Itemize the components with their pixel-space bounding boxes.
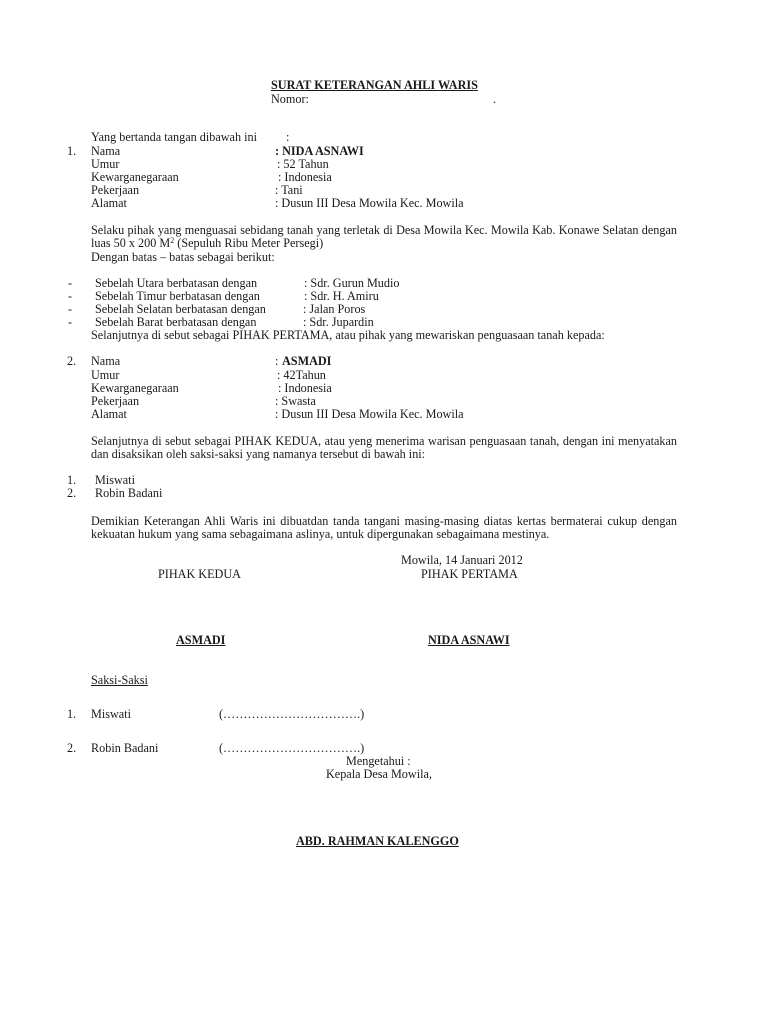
intro-text: Yang bertanda tangan dibawah ini (91, 130, 257, 144)
border-bullet: - (68, 276, 73, 290)
party2-address-value: : Dusun III Desa Mowila Kec. Mowila (275, 407, 464, 421)
mengetahui-label: Mengetahui : (346, 754, 411, 768)
party1-nationality-value: : Indonesia (278, 170, 332, 184)
party2-job-value: : Swasta (275, 394, 316, 408)
party1-age-value: : 52 Tahun (277, 157, 329, 171)
border-east-value: : Sdr. H. Amiru (304, 289, 379, 303)
pihak-pertama-text: Selanjutnya di sebut sebagai PIHAK PERTAMA, atau pihak yang mewariskan penguasaan tanah kepada: (91, 328, 605, 342)
party2-name-label: Nama (91, 354, 121, 368)
party2-job-label: Pekerjaan (91, 394, 140, 408)
party1-job-value: : Tani (275, 183, 303, 197)
party1-address-label: Alamat (91, 196, 127, 210)
witness-number: 1. (67, 473, 77, 487)
party1-address-value: : Dusun III Desa Mowila Kec. Mowila (275, 196, 464, 210)
nomor-dot: . (493, 92, 497, 106)
party2-age-label: Umur (91, 368, 120, 382)
sign-left-role: PIHAK KEDUA (158, 567, 241, 581)
party2-nationality-label: Kewarganegaraan (91, 381, 179, 395)
witness-name: Miswati (95, 473, 135, 487)
witness-number: 2. (67, 486, 77, 500)
sign-left-name: ASMADI (176, 633, 226, 647)
sign-right-role: PIHAK PERTAMA (421, 567, 518, 581)
party1-number: 1. (67, 144, 77, 158)
border-west-label: Sebelah Barat berbatasan dengan (95, 315, 257, 329)
border-west-value: : Sdr. Jupardin (303, 315, 374, 329)
saksi-signature-line: (…………………………….) (219, 741, 365, 755)
border-bullet: - (68, 315, 73, 329)
closing-text: Demikian Keterangan Ahli Waris ini dibuatdan tanda tangani masing-masing diatas kertas bermaterai cukup dengan kekuatan hukum yang sama sebagaimana aslinya, untuk dipergunakan sebagaimana mestinya. (91, 514, 677, 542)
border-bullet: - (68, 302, 73, 316)
borders-intro: Dengan batas – batas sebagai berikut: (91, 250, 275, 264)
saksi-name: Miswati (91, 707, 131, 721)
party1-age-label: Umur (91, 157, 120, 171)
document-title: SURAT KETERANGAN AHLI WARIS (271, 78, 478, 92)
land-description: Selaku pihak yang menguasai sebidang tanah yang terletak di Desa Mowila Kec. Mowila Kab. Konawe Selatan dengan luas 50 x 200 $M^2$ (Sepuluh Ribu Meter Persegi) (91, 223, 677, 251)
border-north-label: Sebelah Utara berbatasan dengan (95, 276, 258, 290)
border-south-label: Sebelah Selatan berbatasan dengan (95, 302, 266, 316)
border-north-value: : Sdr. Gurun Mudio (304, 276, 400, 290)
party1-nationality-label: Kewarganegaraan (91, 170, 179, 184)
party2-name-value: ASMADI (282, 354, 332, 368)
party2-number: 2. (67, 354, 77, 368)
nomor-label: Nomor: (271, 92, 309, 106)
witness-name: Robin Badani (95, 486, 163, 500)
saksi-number: 2. (67, 741, 77, 755)
place-date: Mowila, 14 Januari 2012 (401, 553, 523, 567)
pihak-kedua-text: Selanjutnya di sebut sebagai PIHAK KEDUA, atau yeng menerima warisan penguasaan tanah, dengan ini menyatakan dan disaksikan oleh saksi-saksi yang namanya tersebut di bawah ini: (91, 434, 677, 462)
border-south-value: : Jalan Poros (303, 302, 366, 316)
border-bullet: - (68, 289, 73, 303)
saksi-number: 1. (67, 707, 77, 721)
intro-colon: : (286, 130, 290, 144)
party2-age-value: : 42Tahun (277, 368, 326, 382)
border-east-label: Sebelah Timur berbatasan dengan (95, 289, 260, 303)
party2-address-label: Alamat (91, 407, 127, 421)
saksi-signature-line: (…………………………….) (219, 707, 365, 721)
party1-name-label: Nama (91, 144, 121, 158)
party1-job-label: Pekerjaan (91, 183, 140, 197)
party2-name-colon: : (275, 354, 279, 368)
saksi-name: Robin Badani (91, 741, 159, 755)
kepala-desa-name: ABD. RAHMAN KALENGGO (296, 834, 459, 848)
sign-right-name: NIDA ASNAWI (428, 633, 510, 647)
party2-nationality-value: : Indonesia (278, 381, 332, 395)
kepala-desa-label: Kepala Desa Mowila, (326, 767, 432, 781)
saksi-title: Saksi-Saksi (91, 673, 148, 687)
party1-name-value: : NIDA ASNAWI (275, 144, 364, 158)
